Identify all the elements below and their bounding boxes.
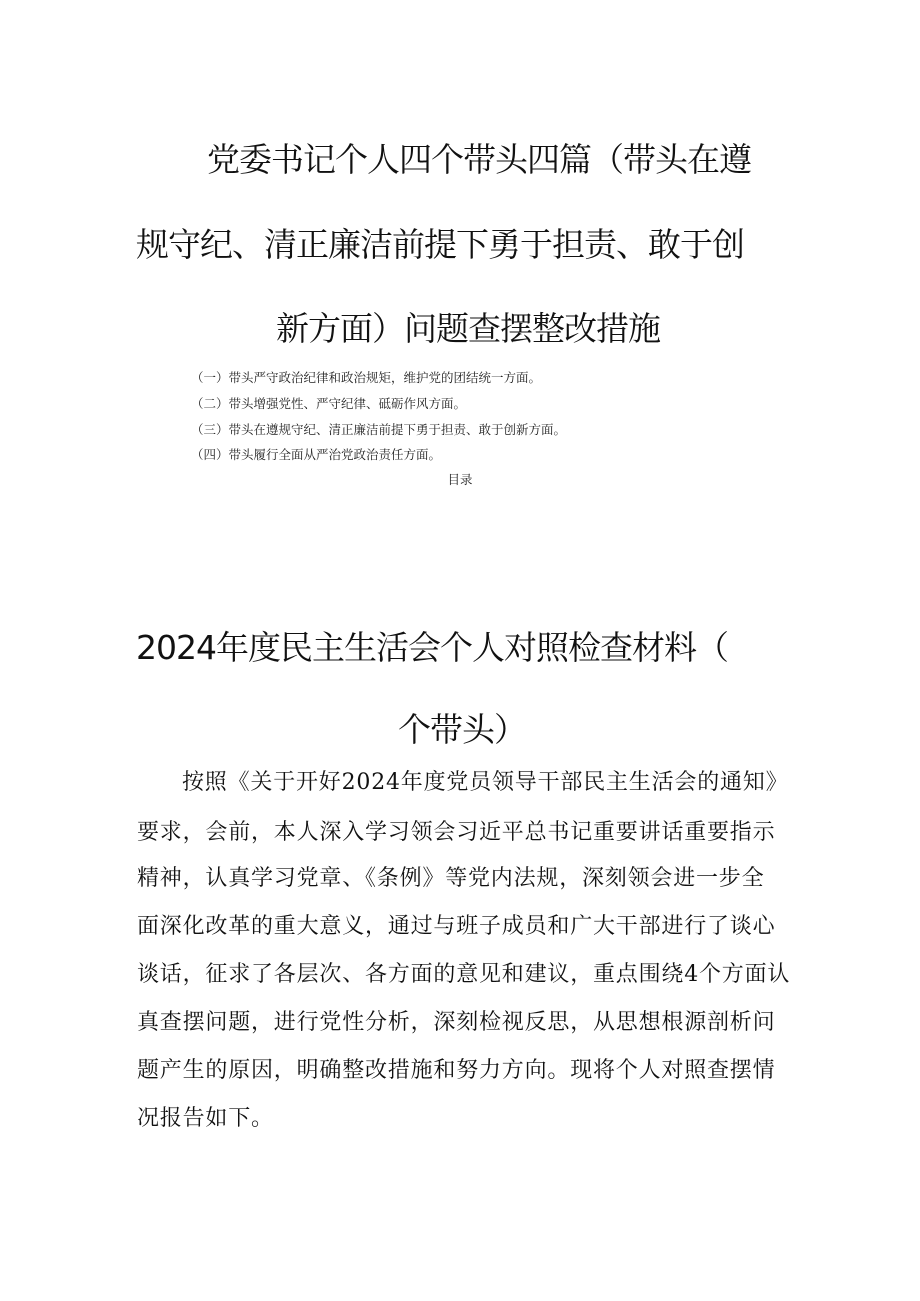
body-line-6: 真查摆问题，进行党性分析，深刻检视反思，从思想根源剖析问: [137, 1010, 776, 1035]
body-line-5: 谈话，征求了各层次、各方面的意见和建议，重点围绕4个方面认: [137, 962, 791, 987]
toc-item-1[interactable]: （一）带头严守政治纪律和政治规矩，维护党的团结统一方面。: [191, 370, 542, 385]
section-title-line-1: 2024年度民主生活会个人对照检查材料（: [136, 628, 728, 667]
body-line-2: 要求，会前，本人深入学习领会习近平总书记重要讲话重要指示: [137, 820, 776, 845]
toc-item-4[interactable]: （四）带头履行全面从严治党政治责任方面。: [191, 447, 442, 462]
doc-title-line-2: 规守纪、清正廉洁前提下勇于担责、敢于创: [136, 225, 744, 264]
body-line-8: 况报告如下。: [137, 1106, 274, 1131]
section-title-line-2: 个带头）: [398, 710, 526, 749]
doc-title-line-3: 新方面）问题查摆整改措施: [276, 309, 660, 348]
doc-title-line-1: 党委书记个人四个带头四篇（带头在遵: [207, 140, 751, 179]
body-line-7: 题产生的原因，明确整改措施和努力方向。现将个人对照查摆情: [137, 1058, 776, 1083]
toc-item-3[interactable]: （三）带头在遵规守纪、清正廉洁前提下勇于担责、敢于创新方面。: [191, 422, 567, 437]
toc-heading: 目录: [447, 472, 473, 487]
body-line-4: 面深化改革的重大意义，通过与班子成员和广大干部进行了谈心: [137, 914, 776, 939]
toc-item-2[interactable]: （二）带头增强党性、严守纪律、砥砺作风方面。: [191, 396, 467, 411]
body-line-3: 精神，认真学习党章、《条例》等党内法规，深刻领会进一步全: [137, 866, 765, 891]
body-line-1: 按照《关于开好2024年度党员领导干部民主生活会的通知》: [182, 770, 789, 795]
